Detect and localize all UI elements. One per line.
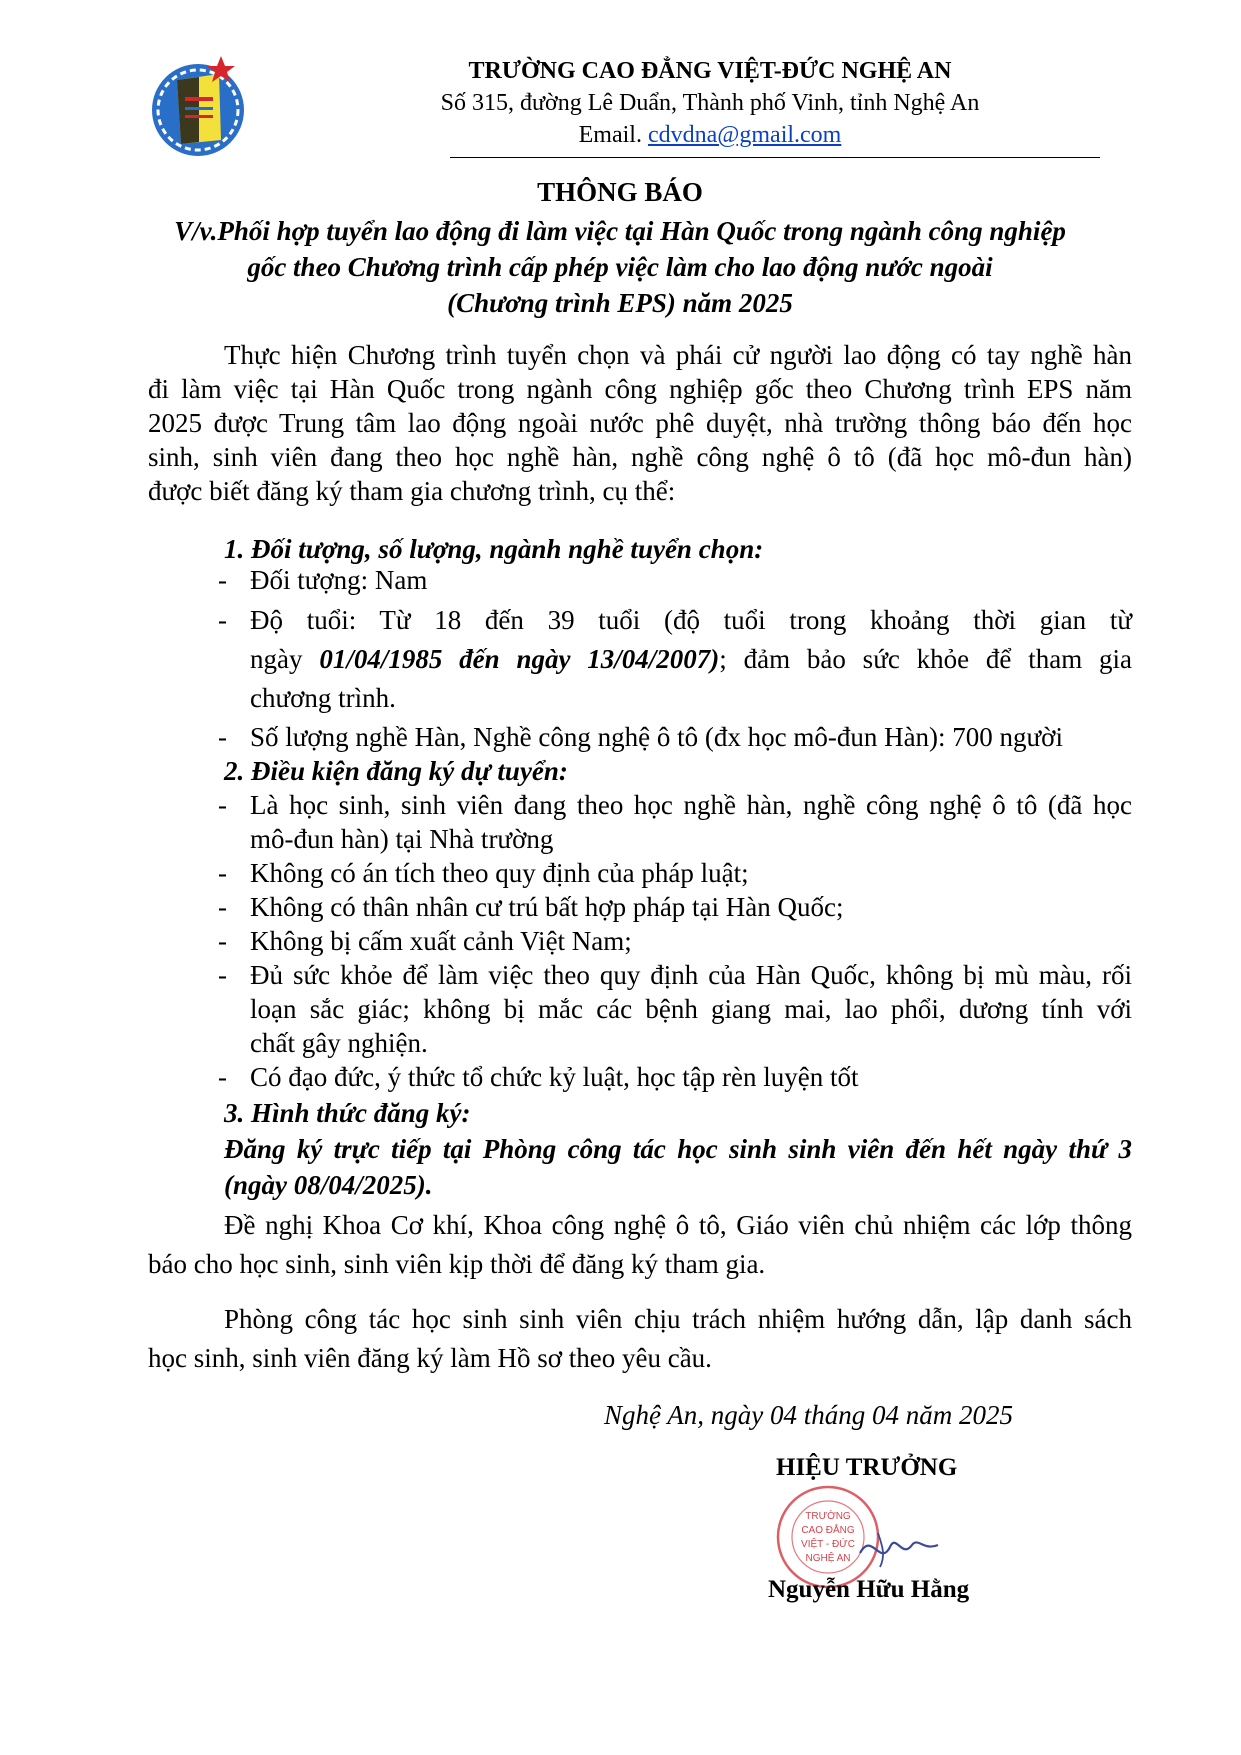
list-dash: - bbox=[218, 960, 227, 990]
list-dash: - bbox=[218, 605, 227, 635]
age-date-range: 01/04/1985 đến ngày 13/04/2007) bbox=[319, 644, 720, 674]
intro-line: Thực hiện Chương trình tuyển chọn và phái cử người lao động có tay nghề hàn bbox=[224, 340, 1132, 370]
list-dash: - bbox=[218, 892, 227, 922]
list-item-continued: chương trình. bbox=[250, 683, 396, 713]
email-link[interactable]: cdvdna@gmail.com bbox=[647, 122, 842, 148]
intro-line: đi làm việc tại Hàn Quốc trong ngành công nghiệp gốc theo Chương trình EPS năm bbox=[148, 374, 1132, 404]
stamp-text: CAO ĐẲNG bbox=[801, 1525, 855, 1536]
subject-line: gốc theo Chương trình cấp phép việc làm cho lao động nước ngoài bbox=[247, 252, 993, 282]
list-item: Có đạo đức, ý thức tổ chức kỷ luật, học tập rèn luyện tốt bbox=[250, 1062, 859, 1092]
list-dash: - bbox=[218, 790, 227, 820]
intro-line: được biết đăng ký tham gia chương trình, cụ thể: bbox=[148, 476, 676, 506]
request-line: báo cho học sinh, sinh viên kịp thời để đăng ký tham gia. bbox=[148, 1249, 766, 1279]
header-divider bbox=[450, 157, 1100, 158]
section-2-heading: 2. Điều kiện đăng ký dự tuyển: bbox=[224, 756, 568, 786]
school-address: Số 315, đường Lê Duẩn, Thành phố Vinh, tỉnh Nghệ An bbox=[440, 90, 980, 116]
document-title: THÔNG BÁO bbox=[537, 177, 703, 207]
school-emblem-icon bbox=[147, 52, 249, 164]
registration-deadline: (ngày 08/04/2025). bbox=[224, 1170, 433, 1200]
stamp-text: NGHỆ AN bbox=[805, 1553, 851, 1564]
place-and-date: Nghệ An, ngày 04 tháng 04 năm 2025 bbox=[604, 1400, 1013, 1430]
stamp-text: VIỆT - ĐỨC bbox=[801, 1539, 855, 1550]
age-prefix: ngày bbox=[250, 644, 303, 674]
subject-line: (Chương trình EPS) năm 2025 bbox=[447, 288, 793, 318]
stamp-text: TRƯỜNG bbox=[805, 1511, 851, 1522]
school-name: TRƯỜNG CAO ĐẲNG VIỆT-ĐỨC NGHỆ AN bbox=[468, 58, 952, 84]
list-item: Không bị cấm xuất cảnh Việt Nam; bbox=[250, 926, 632, 956]
list-dash: - bbox=[218, 1062, 227, 1092]
section-3-heading: 3. Hình thức đăng ký: bbox=[224, 1098, 471, 1128]
list-item-continued: loạn sắc giác; không bị mắc các bệnh giang mai, lao phổi, dương tính với bbox=[250, 994, 1132, 1024]
list-item: Độ tuổi: Từ 18 đến 39 tuổi (độ tuổi trong khoảng thời gian từ bbox=[250, 605, 1132, 635]
email-label: Email. bbox=[578, 122, 642, 148]
list-dash: - bbox=[218, 722, 227, 752]
signer-title: HIỆU TRƯỞNG bbox=[776, 1454, 958, 1481]
school-email-line bbox=[300, 122, 1120, 149]
list-dash: - bbox=[218, 565, 227, 595]
list-item-continued: mô-đun hàn) tại Nhà trường bbox=[250, 824, 554, 854]
list-item: Là học sinh, sinh viên đang theo học nghề hàn, nghề công nghệ ô tô (đã học bbox=[250, 790, 1132, 820]
list-item: Không có án tích theo quy định của pháp luật; bbox=[250, 858, 749, 888]
office-line: học sinh, sinh viên đăng ký làm Hồ sơ theo yêu cầu. bbox=[148, 1343, 712, 1373]
age-suffix: ; đảm bảo sức khỏe để tham gia bbox=[719, 644, 1133, 674]
list-dash: - bbox=[218, 926, 227, 956]
list-item-continued bbox=[250, 642, 1132, 676]
list-item: Số lượng nghề Hàn, Nghề công nghệ ô tô (đx học mô-đun Hàn): 700 người bbox=[250, 722, 1063, 752]
list-dash: - bbox=[218, 858, 227, 888]
signer-name: Nguyễn Hữu Hằng bbox=[768, 1576, 970, 1603]
list-item: Không có thân nhân cư trú bất hợp pháp tại Hàn Quốc; bbox=[250, 892, 844, 922]
office-line: Phòng công tác học sinh sinh viên chịu trách nhiệm hướng dẫn, lập danh sách bbox=[224, 1304, 1132, 1334]
subject-line: V/v.Phối hợp tuyển lao động đi làm việc tại Hàn Quốc trong ngành công nghiệp bbox=[174, 216, 1066, 246]
intro-line: sinh, sinh viên đang theo học nghề hàn, nghề công nghệ ô tô (đã học mô-đun hàn) bbox=[148, 442, 1132, 472]
request-line: Đề nghị Khoa Cơ khí, Khoa công nghệ ô tô, Giáo viên chủ nhiệm các lớp thông bbox=[224, 1210, 1132, 1240]
list-item: Đối tượng: Nam bbox=[250, 565, 428, 595]
registration-instruction: Đăng ký trực tiếp tại Phòng công tác học sinh sinh viên đến hết ngày thứ 3 bbox=[224, 1134, 1132, 1164]
section-1-heading: 1. Đối tượng, số lượng, ngành nghề tuyển chọn: bbox=[224, 534, 764, 564]
intro-line: 2025 được Trung tâm lao động ngoài nước phê duyệt, nhà trường thông báo đến học bbox=[148, 408, 1132, 438]
list-item-continued: chất gây nghiện. bbox=[250, 1028, 428, 1058]
list-item: Đủ sức khỏe để làm việc theo quy định của Hàn Quốc, không bị mù màu, rối bbox=[250, 960, 1132, 990]
